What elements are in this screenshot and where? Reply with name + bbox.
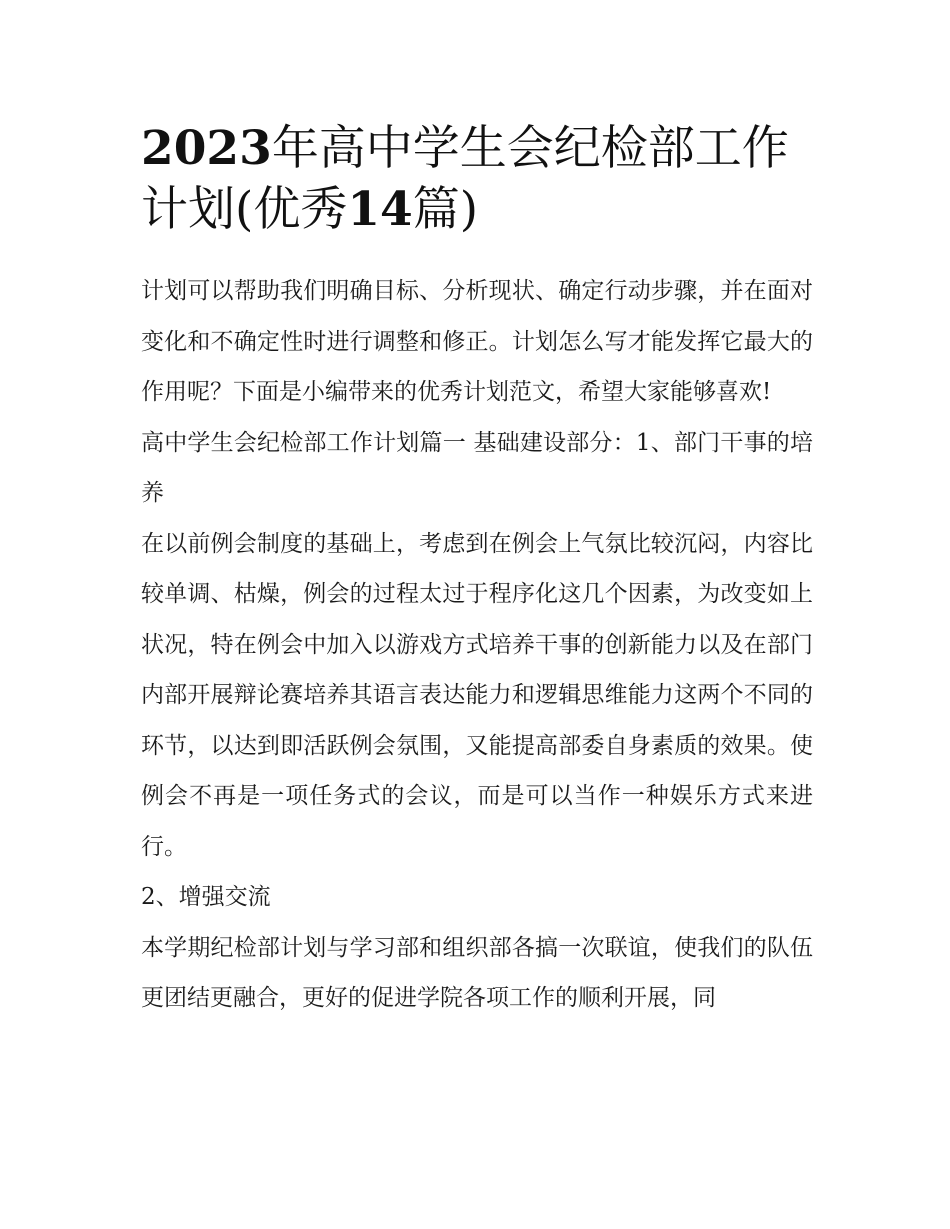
subheading-paragraph: 2、增强交流 (141, 884, 271, 910)
exchange-paragraph: 本学期纪检部计划与学习部和组织部各搞一次联谊，使我们的队伍更团结更融合，更好的促进学院各项工作的顺利开展，同 (141, 934, 813, 1011)
title-middle: 年高中学生会纪检部工作计划(优秀 (141, 121, 789, 237)
title-end: 篇) (412, 182, 479, 237)
document-content (141, 118, 813, 1024)
document-title (141, 118, 813, 240)
section-heading-paragraph: 高中学生会纪检部工作计划篇一 基础建设部分：1、部门干事的培养 (141, 429, 813, 506)
title-count: 14 (347, 182, 413, 237)
document-body (141, 266, 813, 1024)
meeting-paragraph: 在以前例会制度的基础上，考虑到在例会上气氛比较沉闷，内容比较单调、枯燥，例会的过程太过于程序化这几个因素，为改变如上状况，特在例会中加入以游戏方式培养干事的创新能力以及在部门内部开展辩论赛培养其语言表达能力和逻辑思维能力这两个不同的环节，以达到即活跃例会氛围，又能提高部委自身素质的效果。使例会不再是一项任务式的会议，而是可以当作一种娱乐方式来进行。 (141, 530, 813, 860)
title-year: 2023 (141, 121, 272, 176)
intro-paragraph: 计划可以帮助我们明确目标、分析现状、确定行动步骤，并在面对变化和不确定性时进行调整和修正。计划怎么写才能发挥它最大的作用呢？下面是小编带来的优秀计划范文，希望大家能够喜欢! (141, 278, 813, 405)
